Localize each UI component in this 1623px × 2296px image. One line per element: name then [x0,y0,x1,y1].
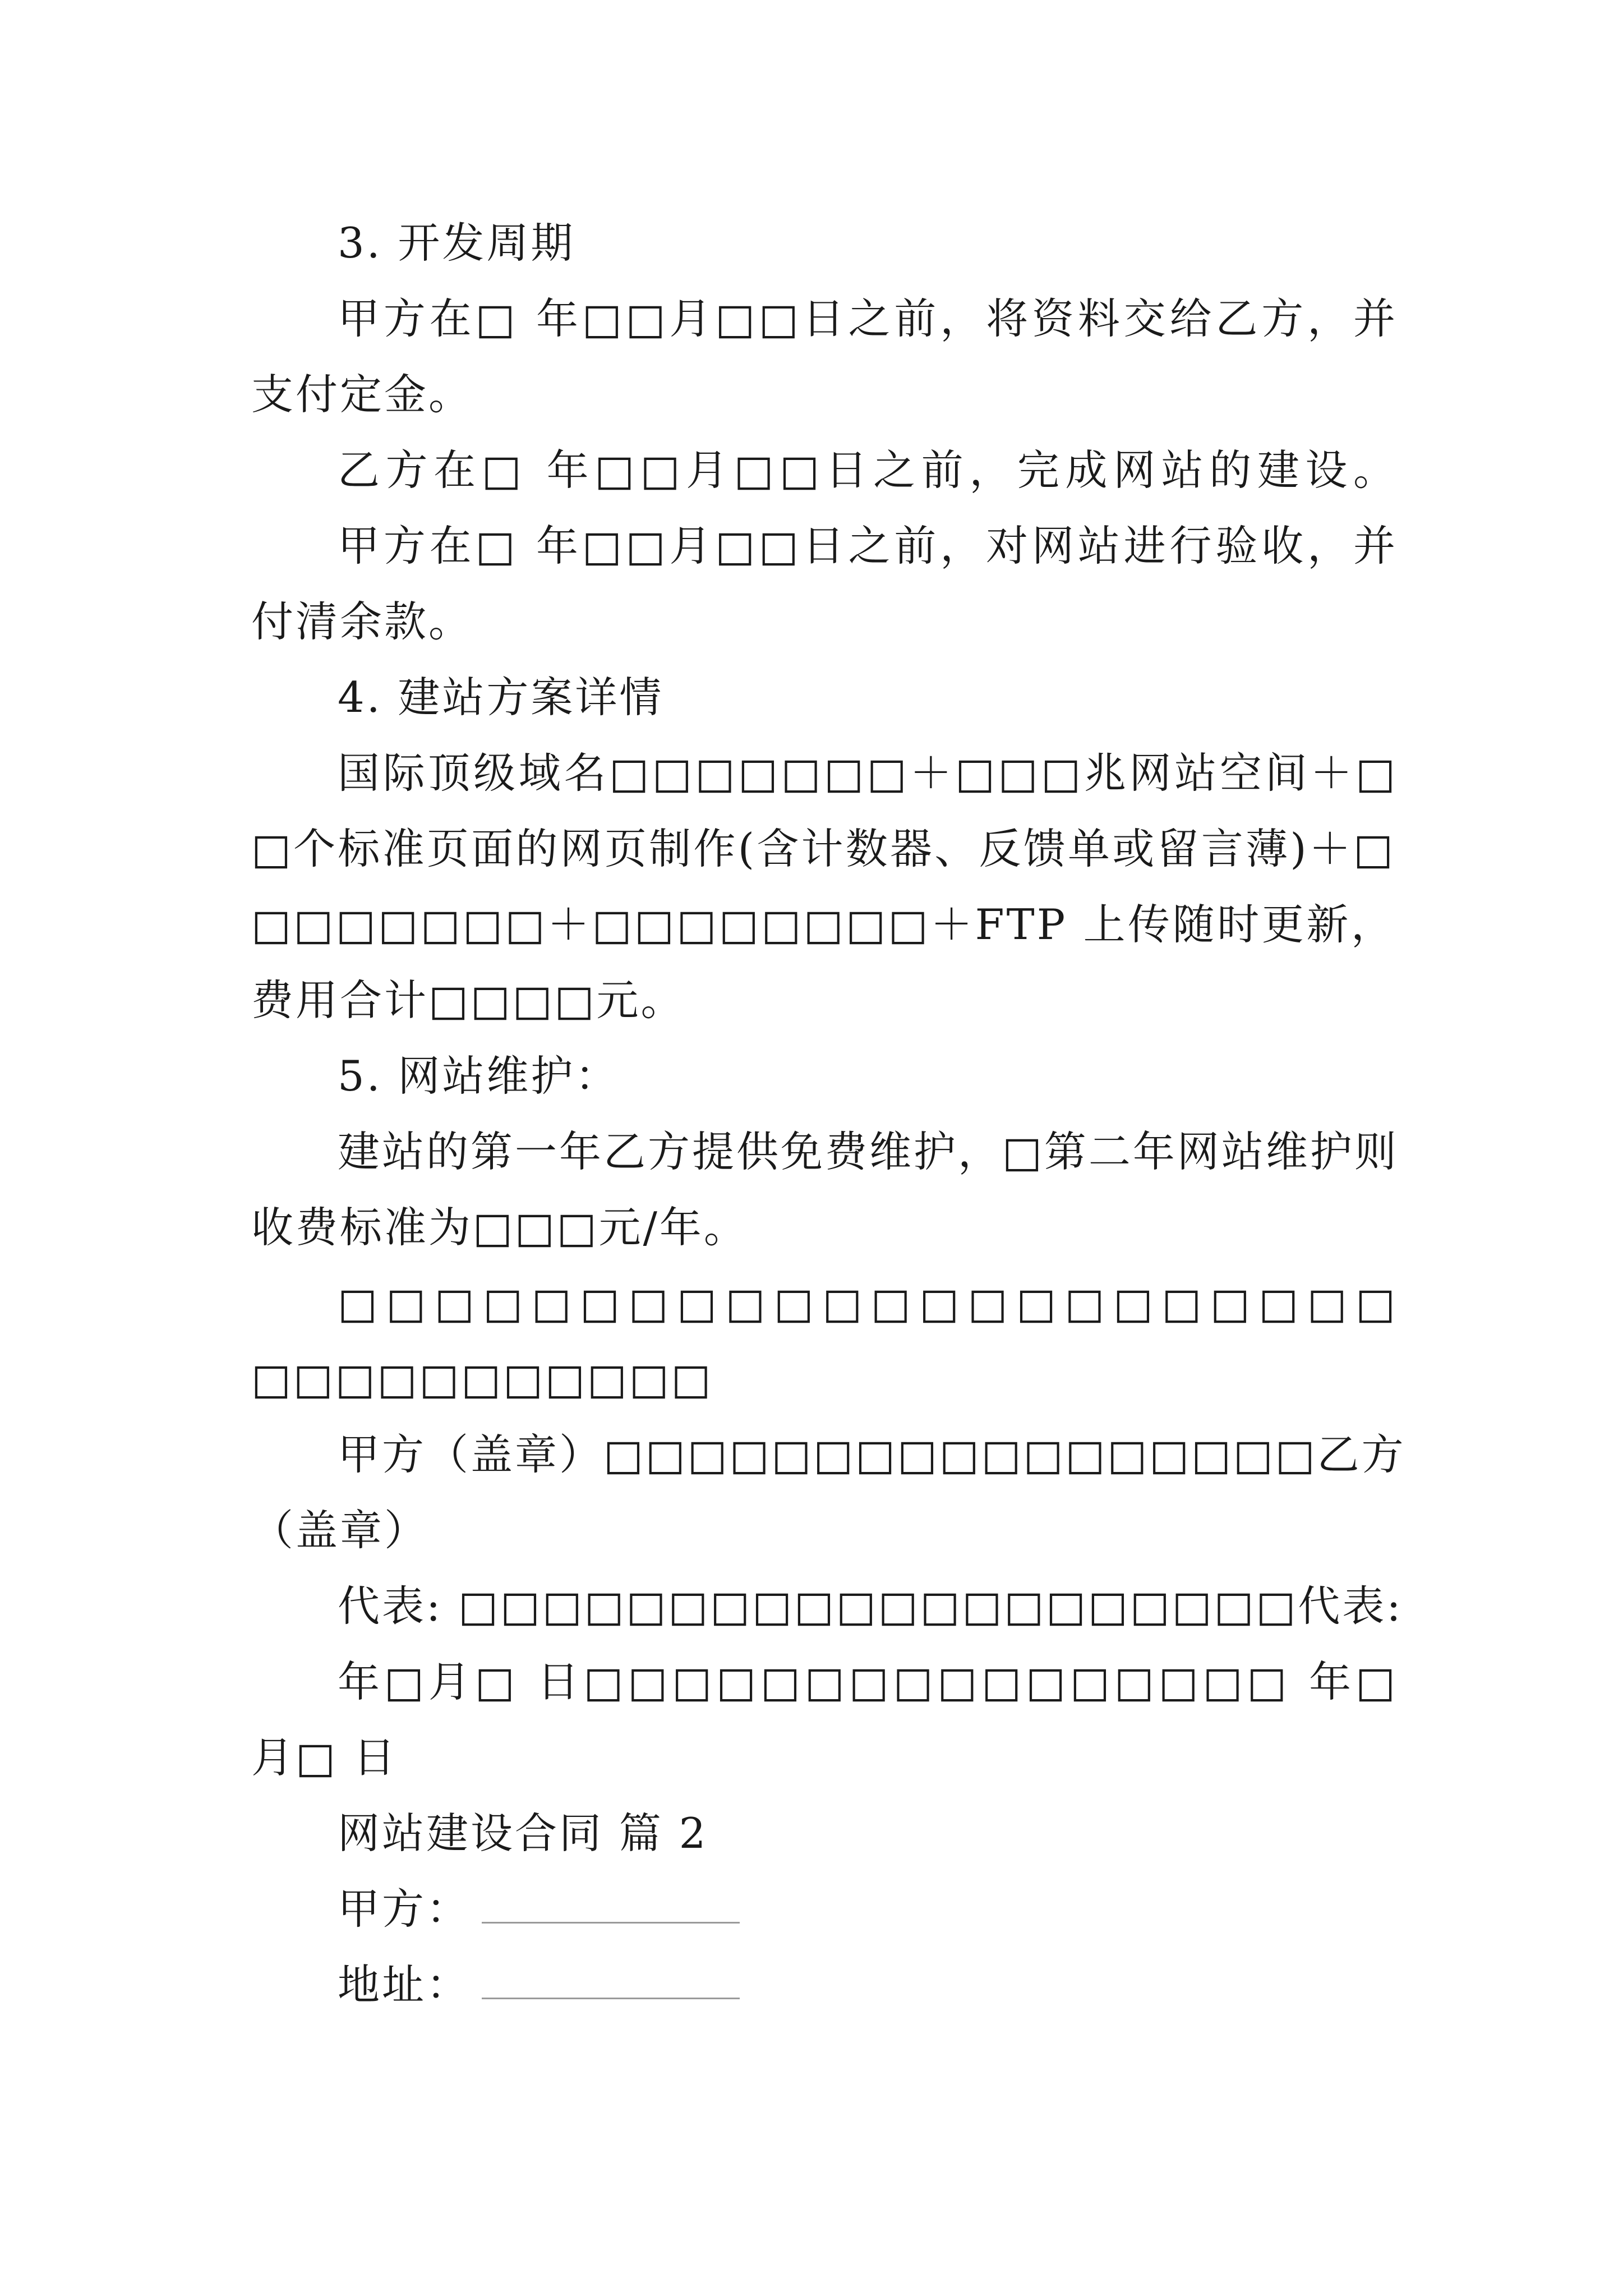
paragraph-line: 甲方在□ 年□□月□□日之前，将资料交给乙方，并 [338,294,1398,343]
paragraph-line: 支付定金。 [251,370,473,419]
paragraph-line: □个标准页面的网页制作(含计数器、反馈单或留言薄)＋□ [251,824,1395,873]
signature-line: （盖章） [251,1506,429,1555]
paragraph-line: 国际顶级域名□□□□□□□＋□□□兆网站空间＋□ [338,748,1398,798]
paragraph-line: 收费标准为□□□元/年。 [251,1203,748,1252]
party-a-blank[interactable] [482,1883,740,1924]
paragraph-line: □□□□□□□□□□□ [251,1354,713,1404]
party-a-label: 甲方： [338,1884,471,1934]
paragraph-line: 费用合计□□□□元。 [251,976,685,1025]
paragraph-line: 付清余款。 [251,597,473,646]
paragraph-line: □□□□□□□＋□□□□□□□□＋FTP 上传随时更新， [251,900,1395,949]
paragraph-line: 甲方在□ 年□□月□□日之前，对网站进行验收，并 [338,521,1398,570]
date-line: 年□月□ 日□□□□□□□□□□□□□□□□ 年□ [338,1657,1398,1706]
address-blank[interactable] [482,1958,740,1999]
paragraph-line: 乙方在□ 年□□月□□日之前，完成网站的建设。 [338,445,1398,495]
paragraph-line: □□□□□□□□□□□□□□□□□□□□□□ [338,1278,1398,1328]
address-row [338,1957,1398,2013]
section-heading-development-period: 3. 开发周期 [338,218,575,268]
section-heading-plan-details: 4. 建站方案详情 [338,673,664,722]
contract-subtitle: 网站建设合同 篇 2 [338,1809,708,1858]
party-a-row [338,1881,1398,1937]
signature-line: 甲方（盖章）□□□□□□□□□□□□□□□□□乙方 [338,1430,1406,1479]
address-label: 地址： [338,1960,471,2009]
section-heading-maintenance: 5. 网站维护： [338,1051,620,1101]
representative-line: 代表: □□□□□□□□□□□□□□□□□□□□代表: [338,1581,1403,1631]
date-line: 月□ 日 [251,1733,398,1782]
paragraph-line: 建站的第一年乙方提供免费维护，□第二年网站维护则 [338,1127,1399,1176]
